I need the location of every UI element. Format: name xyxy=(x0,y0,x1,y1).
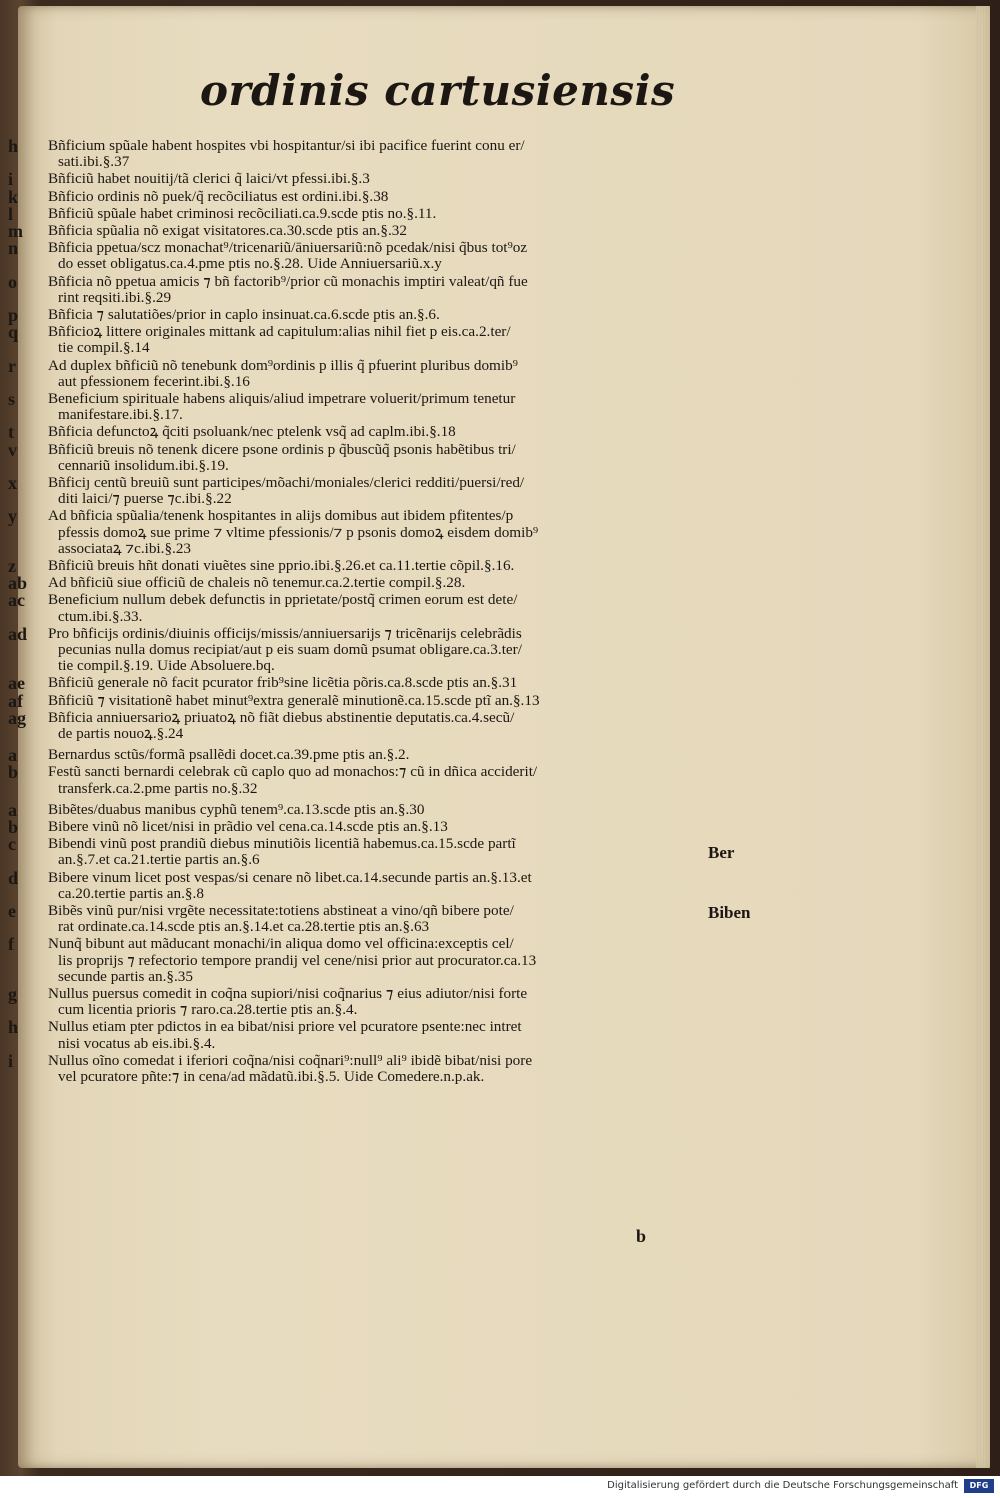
entry-letter: b xyxy=(8,762,19,783)
entry-text xyxy=(48,171,698,187)
entry-text xyxy=(48,274,698,306)
entry-text xyxy=(48,138,698,170)
entry-line: tie compil.§.19. Uide Absoluere.bq. xyxy=(58,658,275,675)
entry-line: Bñficiũ breuis nõ tenenk dicere psone ordinis p q̃buscũq̃ psonis habẽtibus tri/ xyxy=(48,441,516,458)
entry-line: ca.20.tertie partis an.§.8 xyxy=(58,885,204,902)
entry-line: sati.ibi.§.37 xyxy=(58,154,130,171)
entry-line: ctum.ibi.§.33. xyxy=(58,608,143,625)
entry-letter: p xyxy=(8,305,19,325)
entry-line: Nullus oĩno comedat i iferiori coq̃na/nisi coq̃nari⁹:null⁹ ali⁹ ibidẽ bibat/nisi pore xyxy=(48,1052,533,1069)
entry-text xyxy=(48,592,698,624)
entry-line: pfessis domoꝝ sue prime ⁊ vltime pfessionis/⁊ p psonis domoꝝ eisdem domib⁹ xyxy=(58,524,539,541)
entry-line: Bibere vinum licet post vespas/si cenare nõ libet.ca.14.secunde partis an.§.13.et xyxy=(48,869,532,886)
running-head: ordinis cartusiensis xyxy=(200,66,676,115)
entry-letter: b xyxy=(8,817,19,837)
entry-letter: r xyxy=(8,355,16,376)
entry-text xyxy=(48,819,698,835)
entry-text xyxy=(48,903,698,935)
entry-letter: c xyxy=(8,834,16,855)
entry-text xyxy=(48,1019,698,1051)
entry-line: Bñficio ordinis nõ puek/q̃ recõciliatus est ordini.ibi.§.38 xyxy=(48,188,389,205)
entry-line: Bñficia spũalia nõ exigat visitatores.ca.30.scde ptis an.§.32 xyxy=(48,223,407,239)
entry-line: Bñficia nõ ppetua amicis ⁊ bñ factorib⁹/prior cũ monachis imptiri valeat/qñ fue xyxy=(48,273,528,290)
entry-text xyxy=(48,475,698,507)
entry-letter: n xyxy=(8,238,19,259)
entry-letter: z xyxy=(8,556,16,576)
footer-bar xyxy=(0,1476,1000,1498)
entry-line: lis proprijs ⁊ refectorio tempore prandij vel cene/nisi prior aut procurator.ca.13 xyxy=(58,952,537,969)
entry-line: Bibẽtes/duabus manibus cyphũ tenem⁹.ca.13.scde ptis an.§.30 xyxy=(48,801,425,818)
entry-line: cum licentia prioris ⁊ raro.ca.28.tertie ptis an.§.4. xyxy=(58,1002,358,1019)
entry-text xyxy=(48,1053,698,1085)
entry-line: rat ordinate.ca.14.scde ptis an.§.14.et ca.28.tertie ptis an.§.63 xyxy=(58,919,430,936)
entry-letter: a xyxy=(8,799,17,820)
entry-text xyxy=(48,675,698,691)
entry-line: vel pcuratore pñte:⁊ in cena/ad mãdatũ.ibi.§.5. Uide Comedere.n.p.ak. xyxy=(58,1069,485,1085)
entry-text xyxy=(48,391,698,423)
entry-line: diti laici/⁊ puerse ⁊c.ibi.§.22 xyxy=(58,491,232,508)
entry-line: manifestare.ibi.§.17. xyxy=(58,407,183,424)
entry-letter: m xyxy=(8,221,23,241)
entry-line: tie compil.§.14 xyxy=(58,340,150,357)
entry-line: Ad bñficia spũalia/tenenk hospitantes in alijs domibus aut ibidem pfitentes/p xyxy=(48,508,514,525)
entry-line: an.§.7.et ca.21.tertie partis an.§.6 xyxy=(58,852,260,869)
entry-line: Bñficia ⁊ salutatiões/prior in caplo insinuat.ca.6.scde ptis an.§.6. xyxy=(48,307,440,323)
entry-line: do esset obligatus.ca.4.pme ptis no.§.28. Uide Anniuersariũ.x.y xyxy=(58,256,442,273)
funding-notice: Digitalisierung gefördert durch die Deutsche Forschungsgemeinschaft xyxy=(607,1480,958,1491)
entry-text xyxy=(48,936,698,985)
entry-line: Bñficiũ habet nouitij/tã clerici q̃ laici/vt pfessi.ibi.§.3 xyxy=(48,171,370,188)
entry-letter: y xyxy=(8,506,17,527)
entry-line: Bñficioꝝ littere originales mittank ad capitulum:alias nihil fiet p eis.ca.2.ter/ xyxy=(48,324,511,341)
entry-line: Bernardus sctũs/formã psallẽdi docet.ca.39.pme ptis an.§.2. xyxy=(48,747,410,764)
entry-line: cennariũ insolidum.ibi.§.19. xyxy=(58,457,229,474)
entry-line: Bñficia defunctoꝝ q̃citi psoluank/nec ptelenk vsq̃ ad caplm.ibi.§.18 xyxy=(48,424,456,441)
entry-line: Pro bñficijs ordinis/diuinis officijs/missis/anniuersarijs ⁊ tricẽnarijs celebrãdis xyxy=(48,625,522,642)
entry-line: Bñficiũ ⁊ visitationẽ habet minut⁹extra generalẽ minutionẽ.ca.15.scde ptĩ an.§.13 xyxy=(48,692,540,709)
entry-letter: v xyxy=(8,439,17,460)
entry-line: Bñficiȷ centũ breuiũ sunt participes/mõachi/moniales/clerici redditi/puersi/red/ xyxy=(48,475,525,491)
entry-letter: f xyxy=(8,934,14,955)
entry-letter: d xyxy=(8,867,19,888)
entry-letter: ag xyxy=(8,707,26,728)
entry-letter: g xyxy=(8,984,17,1004)
entry-text xyxy=(48,358,698,390)
entry-text xyxy=(48,710,698,742)
entry-line: Bñficiũ breuis hñt donati viuẽtes sine pprio.ibi.§.26.et ca.11.tertie cõpil.§.16. xyxy=(48,558,515,574)
entry-text xyxy=(48,870,698,902)
entry-text xyxy=(48,223,698,239)
entry-line: associataꝝ ⁊c.ibi.§.23 xyxy=(58,540,192,557)
entry-line: rint reqsiti.ibi.§.29 xyxy=(58,289,172,306)
entry-letter: l xyxy=(8,203,14,224)
entry-text xyxy=(48,558,698,574)
entry-text xyxy=(48,747,698,763)
entry-letter: e xyxy=(8,901,16,921)
entry-line: Ad duplex bñficiũ nõ tenebunk dom⁹ordinis p illis q̃ pfuerint pluribus domib⁹ xyxy=(48,357,518,374)
entry-letter: x xyxy=(8,473,17,493)
entry-line: Nunq̃ bibunt aut mãducant monachi/in aliqua domo vel officina:exceptis cel/ xyxy=(48,936,514,953)
entry-letter: i xyxy=(8,1050,14,1071)
entry-text xyxy=(48,189,698,205)
signature-mark: b xyxy=(636,1226,647,1246)
entry-line: Bñficiũ spũale habet criminosi recõciliati.ca.9.scde ptis no.§.11. xyxy=(48,205,437,222)
side-label-biben: Biben xyxy=(708,903,751,922)
entry-letter: ad xyxy=(8,623,28,644)
entry-text xyxy=(48,836,698,868)
entry-text xyxy=(48,764,698,796)
entry-line: de partis nouoꝝ.§.24 xyxy=(58,726,184,742)
entry-letter: ae xyxy=(8,673,25,694)
side-label-ber: Ber xyxy=(708,843,735,862)
entry-line: Bñficiũ generale nõ facit pcurator frib⁹sine licẽtia põris.ca.8.scde ptis an.§.31 xyxy=(48,675,518,692)
entry-text xyxy=(48,240,698,272)
entry-line: Bibere vinũ nõ licet/nisi in prãdio vel cena.ca.14.scde ptis an.§.13 xyxy=(48,819,448,835)
entry-text xyxy=(48,424,698,440)
entry-line: pecunias nulla domus recipiat/aut p eis suam domũ psumat obligare.ca.3.ter/ xyxy=(58,642,522,658)
entry-text xyxy=(48,626,698,675)
entry-letter: o xyxy=(8,271,17,292)
entry-line: aut pfessionem fecerint.ibi.§.16 xyxy=(58,373,250,390)
entry-line: Bibendi vinũ post prandiũ diebus minutiõis licentiã habemus.ca.15.scde partĩ xyxy=(48,836,516,853)
entry-letter: a xyxy=(8,745,17,766)
entry-line: Bñficia ppetua/scz monachat⁹/tricenariũ/āniuersariũ:nõ pcedak/nisi q̃bus tot⁹oz xyxy=(48,240,528,257)
entry-line: Bñficia anniuersarioꝝ priuatoꝝ nõ fiãt diebus abstinentie deputatis.ca.4.secũ/ xyxy=(48,709,515,726)
entry-text xyxy=(48,206,698,222)
entry-line: Nullus puersus comedit in coq̃na supiori/nisi coq̃narius ⁊ eius adiutor/nisi forte xyxy=(48,986,528,1002)
entry-letter: af xyxy=(8,690,23,711)
entry-text xyxy=(48,986,698,1018)
entry-line: Ad bñficiũ siue officiũ de chaleis nõ tenemur.ca.2.tertie compil.§.28. xyxy=(48,575,466,592)
entry-line: secunde partis an.§.35 xyxy=(58,968,193,985)
entry-text xyxy=(48,508,698,557)
entry-letter: k xyxy=(8,186,19,207)
entry-text xyxy=(48,307,698,323)
entry-letter: ab xyxy=(8,573,28,594)
entry-line: nisi vocatus ab eis.ibi.§.4. xyxy=(58,1035,216,1052)
entry-line: Beneficium spirituale habens aliquis/aliud impetrare voluerit/primum tenetur xyxy=(48,391,516,407)
entry-letter: ac xyxy=(8,590,25,611)
entry-line: Bibẽs vinũ pur/nisi vrgẽte necessitate:totiens abstineat a vino/qñ bibere pote/ xyxy=(48,903,514,919)
entry-line: Festũ sancti bernardi celebrak cũ caplo quo ad monachos:⁊ cũ in dñica acciderit/ xyxy=(48,764,538,781)
entry-letter: t xyxy=(8,422,14,443)
entry-line: Bñficium spũale habent hospites vbi hospitantur/si ibi pacifice fuerint conu er/ xyxy=(48,138,525,154)
entry-line: transferk.ca.2.pme partis no.§.32 xyxy=(58,780,258,797)
entry-letter: h xyxy=(8,136,19,156)
entry-letter: q xyxy=(8,322,19,343)
entry-text xyxy=(48,575,698,591)
dfg-logo: DFG xyxy=(964,1479,994,1493)
entry-text xyxy=(48,324,698,356)
entry-letter: h xyxy=(8,1017,19,1038)
entry-line: Beneficium nullum debek defunctis in pprietate/postq̃ crimen eorum est dete/ xyxy=(48,592,518,609)
entry-text xyxy=(48,693,698,709)
entry-line: Nullus etiam pter pdictos in ea bibat/nisi priore vel pcuratore psente:nec intret xyxy=(48,1019,522,1036)
entry-text xyxy=(48,442,698,474)
entry-text xyxy=(48,802,698,818)
entry-letter: s xyxy=(8,389,16,409)
entry-letter: i xyxy=(8,169,14,190)
